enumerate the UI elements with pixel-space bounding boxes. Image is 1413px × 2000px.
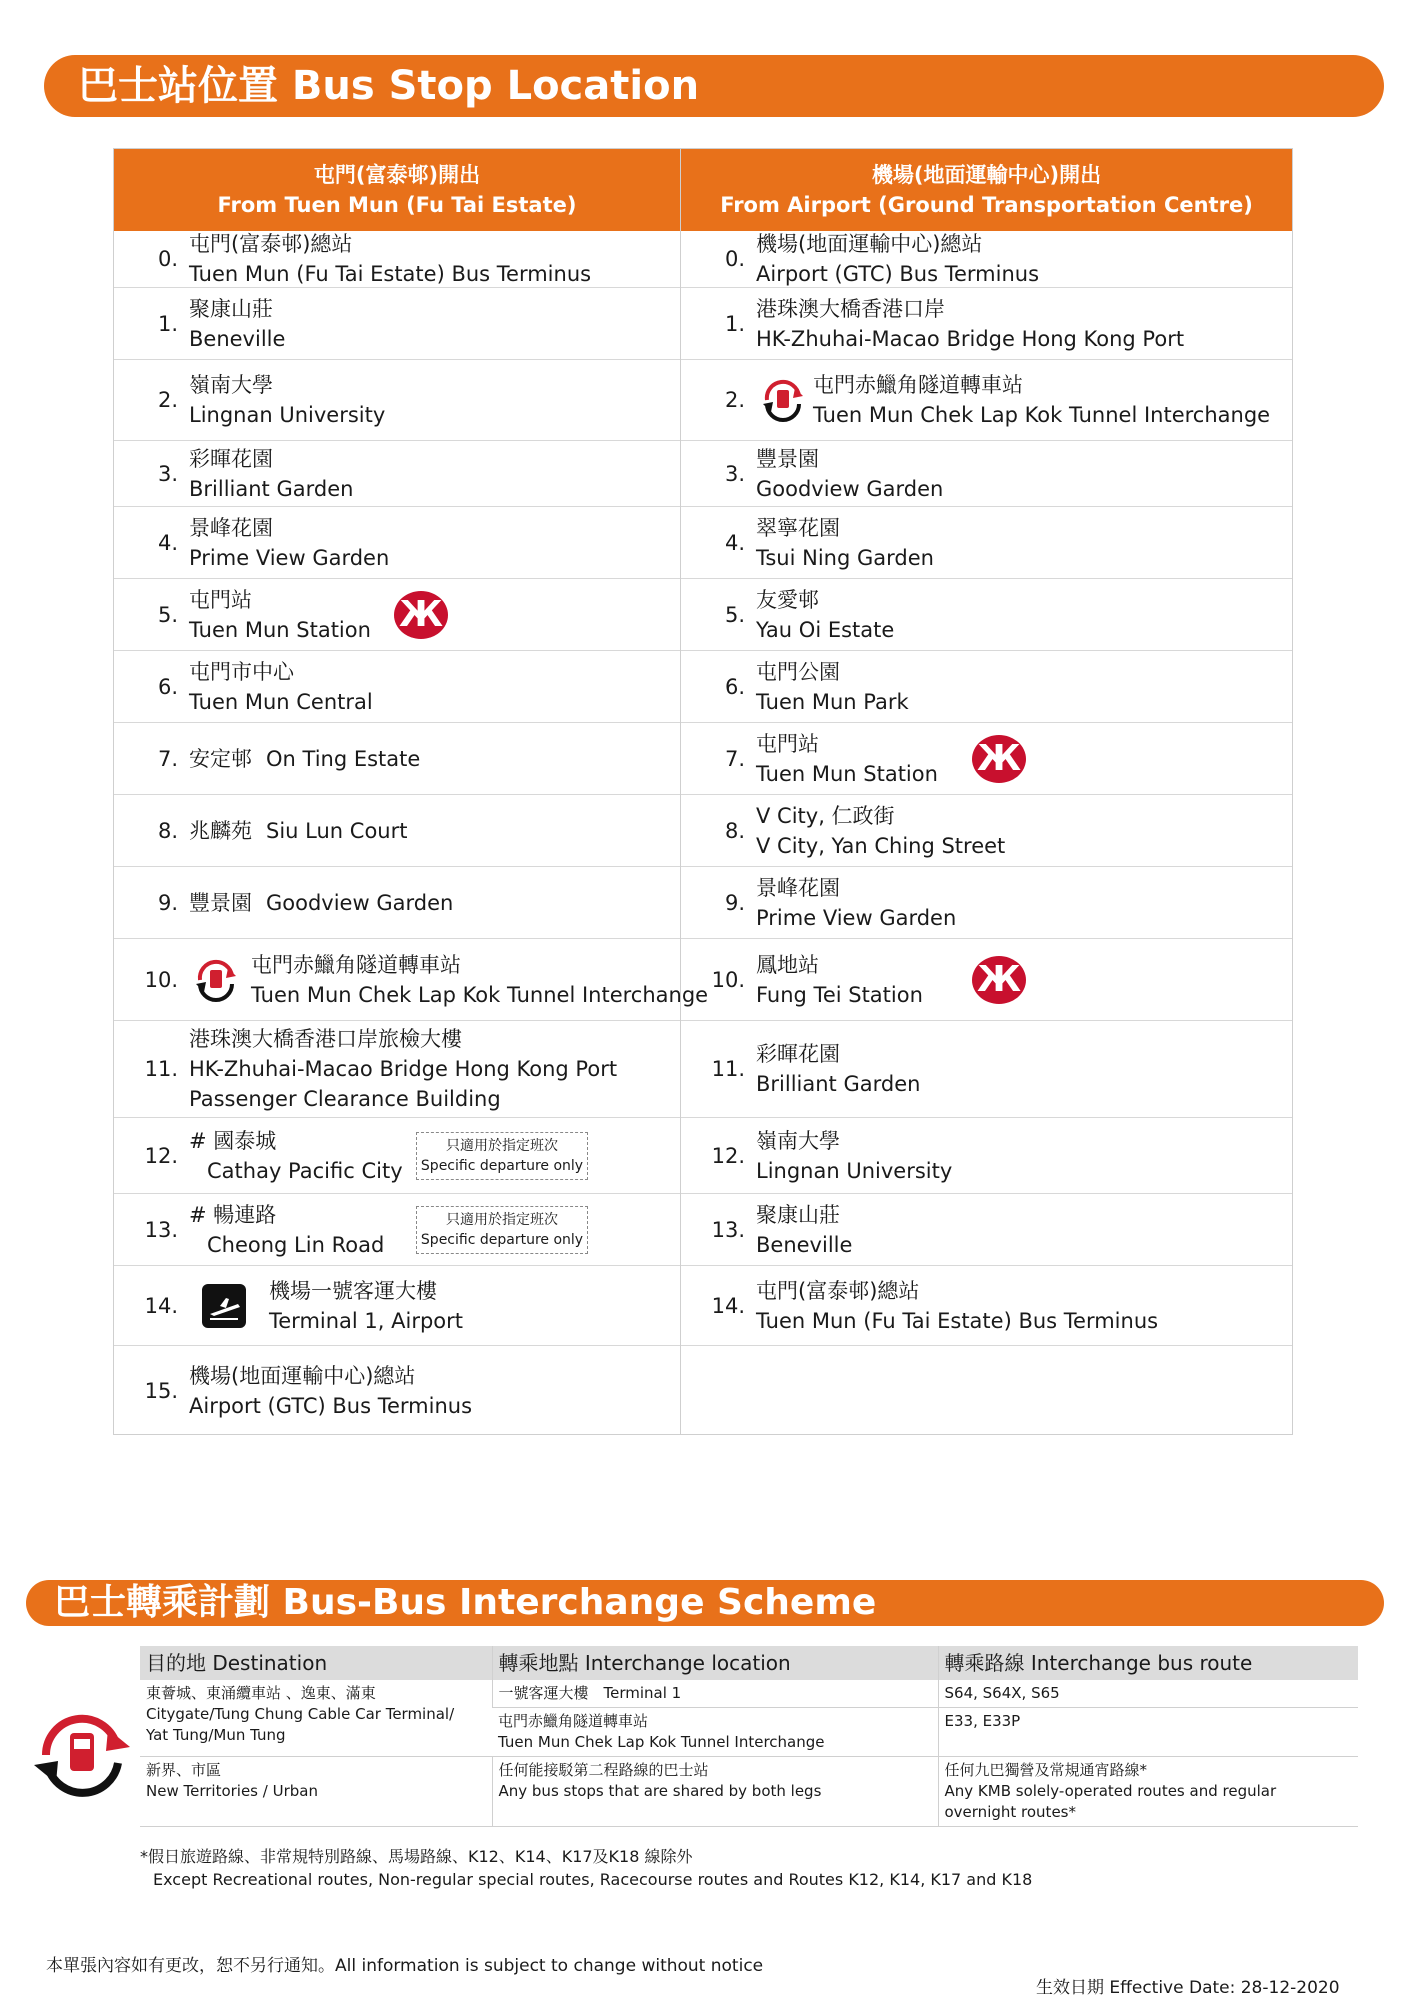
stop-row: 4. 景峰花園 Prime View Garden bbox=[114, 507, 680, 579]
stop-row: 1. 港珠澳大橋香港口岸 HK-Zhuhai-Macao Bridge Hong Kong Port bbox=[681, 288, 1292, 360]
interchange-header-row: 目的地 Destination 轉乘地點 Interchange location 轉乘路線 Interchange bus route bbox=[140, 1646, 1358, 1680]
stop-row: 9. 景峰花園 Prime View Garden bbox=[681, 867, 1292, 939]
stop-row: 5. 友愛邨 Yau Oi Estate bbox=[681, 579, 1292, 651]
table-header bbox=[114, 149, 1292, 231]
stop-row: 1. 聚康山莊 Beneville bbox=[114, 288, 680, 360]
stop-row: 6. 屯門公園 Tuen Mun Park bbox=[681, 651, 1292, 723]
stop-row: 13. # 暢連路 Cheong Lin Road 只適用於指定班次 Specific departure only bbox=[114, 1194, 680, 1266]
table-row: 屯門赤鱲角隧道轉車站 Tuen Mun Chek Lap Kok Tunnel Interchange E33, E33P bbox=[140, 1708, 1358, 1757]
specific-departure-note: 只適用於指定班次 Specific departure only bbox=[416, 1206, 588, 1254]
specific-departure-note: 只適用於指定班次 Specific departure only bbox=[416, 1132, 588, 1180]
mtr-logo-icon: Ж bbox=[394, 591, 448, 639]
footnote-en: Except Recreational routes, Non-regular special routes, Racecourse routes and Routes K12, K14, K17 and K18 bbox=[153, 1870, 1033, 1889]
bus-stop-table bbox=[113, 148, 1293, 1435]
stop-row: 2. 嶺南大學 Lingnan University bbox=[114, 360, 680, 441]
airplane-icon bbox=[202, 1284, 246, 1328]
interchange-logo-icon bbox=[26, 1703, 138, 1805]
stop-row: 11. 彩暉花園 Brilliant Garden bbox=[681, 1021, 1292, 1118]
stop-row: 12. 嶺南大學 Lingnan University bbox=[681, 1118, 1292, 1194]
stop-row: 14. 屯門(富泰邨)總站 Tuen Mun (Fu Tai Estate) Bus Terminus bbox=[681, 1266, 1292, 1346]
mtr-logo-icon: Ж bbox=[972, 956, 1026, 1004]
stop-row: 14. 機場一號客運大樓 Terminal 1, Airport bbox=[114, 1266, 680, 1346]
mtr-logo-icon: Ж bbox=[972, 735, 1026, 783]
interchange-icon bbox=[192, 956, 240, 1004]
table-row: 東薈城、東涌纜車站 、逸東、滿東 Citygate/Tung Chung Cable Car Terminal/ Yat Tung/Mun Tung 一號客運大樓 Terminal 1 S64, S64X, S65 bbox=[140, 1680, 1358, 1708]
effective-date: 生效日期 Effective Date: 28-12-2020 bbox=[1036, 1978, 1340, 1998]
stop-row: 2. 屯門赤鱲角隧道轉車站 Tuen Mun Chek Lap Kok Tunnel Interchange bbox=[681, 360, 1292, 441]
left-column-header: 屯門(富泰邨)開出 From Tuen Mun (Fu Tai Estate) bbox=[217, 163, 577, 217]
right-column-header: 機場(地面運輸中心)開出 From Airport (Ground Transportation Centre) bbox=[720, 163, 1253, 217]
stop-row: 3. 豐景園 Goodview Garden bbox=[681, 441, 1292, 507]
footnote-zh: *假日旅遊路線、非常規特別路線、馬場路線、K12、K14、K17及K18 線除外 bbox=[140, 1847, 693, 1866]
stop-row: 12. # 國泰城 Cathay Pacific City 只適用於指定班次 Specific departure only bbox=[114, 1118, 680, 1194]
stop-row: 8. V City, 仁政街 V City, Yan Ching Street bbox=[681, 795, 1292, 867]
stop-row: 11. 港珠澳大橋香港口岸旅檢大樓 HK-Zhuhai-Macao Bridge Hong Kong Port Passenger Clearance Building bbox=[114, 1021, 680, 1118]
stop-row: 9. 豐景園 Goodview Garden bbox=[114, 867, 680, 939]
stop-row: 4. 翠寧花園 Tsui Ning Garden bbox=[681, 507, 1292, 579]
stop-row: 7. 屯門站 Tuen Mun Station Ж bbox=[681, 723, 1292, 795]
stop-row: 5. 屯門站 Tuen Mun Station Ж bbox=[114, 579, 680, 651]
disclaimer: 本單張內容如有更改，恕不另行通知。All information is subject to change without notice bbox=[46, 1956, 764, 1976]
bus-stop-section-title: 巴士站位置 Bus Stop Location bbox=[44, 55, 1384, 117]
stop-row: 13. 聚康山莊 Beneville bbox=[681, 1194, 1292, 1266]
stop-row: 0. 屯門(富泰邨)總站 Tuen Mun (Fu Tai Estate) Bus Terminus bbox=[114, 231, 680, 288]
stop-row: 8. 兆麟苑 Siu Lun Court bbox=[114, 795, 680, 867]
stop-row: 0. 機場(地面運輸中心)總站 Airport (GTC) Bus Terminus bbox=[681, 231, 1292, 288]
table-row: 新界、市區 New Territories / Urban 任何能接駁第二程路線的巴士站 Any bus stops that are shared by both legs 任何九巴獨營及常規通宵路線* Any KMB solely-operated routes and regular overnight routes* bbox=[140, 1757, 1358, 1827]
stop-row: 3. 彩暉花園 Brilliant Garden bbox=[114, 441, 680, 507]
interchange-section-title: 巴士轉乘計劃 Bus-Bus Interchange Scheme bbox=[26, 1580, 1384, 1626]
stop-row: 10. 鳳地站 Fung Tei Station Ж bbox=[681, 939, 1292, 1021]
interchange-icon bbox=[759, 376, 807, 424]
stop-row: 10. 屯門赤鱲角隧道轉車站 Tuen Mun Chek Lap Kok Tunnel Interchange bbox=[114, 939, 680, 1021]
stop-row: 6. 屯門市中心 Tuen Mun Central bbox=[114, 651, 680, 723]
stop-row: 15. 機場(地面運輸中心)總站 Airport (GTC) Bus Terminus bbox=[144, 1364, 473, 1418]
stop-row: 7. 安定邨 On Ting Estate bbox=[114, 723, 680, 795]
interchange-table bbox=[140, 1646, 1358, 1827]
